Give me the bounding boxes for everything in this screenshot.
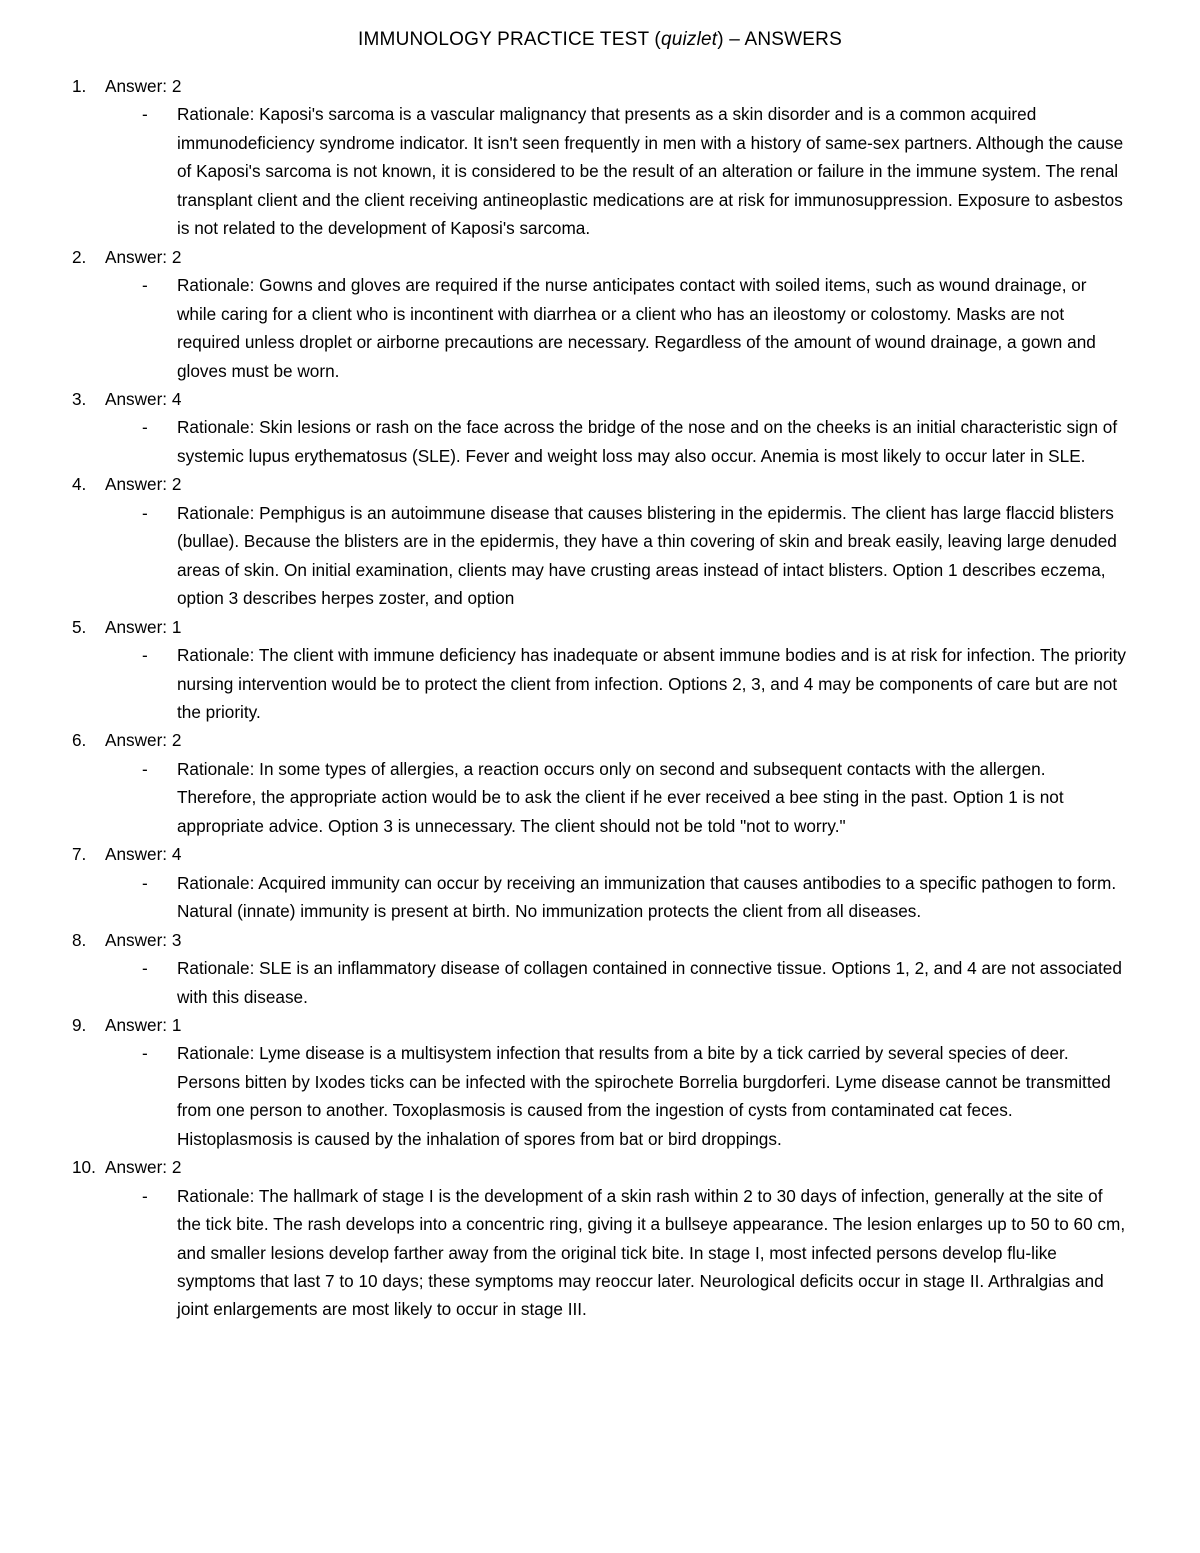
document-title: [0, 26, 1200, 54]
rationale-text: Rationale: The client with immune deficiency has inadequate or absent immune bodies and is at risk for infection. The priority nursing intervention would be to protect the client from infection. Options 2, 3, and 4 may be components of care but are not the priority.: [177, 645, 1126, 722]
item-number: 3.: [72, 388, 87, 409]
list-item: [72, 1153, 1132, 1324]
answer-text: Answer: 2: [105, 76, 182, 96]
answer-line: [72, 840, 1132, 868]
item-number: 8.: [72, 929, 87, 950]
rationale: [72, 869, 1132, 926]
rationale-text: Rationale: Acquired immunity can occur by receiving an immunization that causes antibodies to a specific pathogen to form. Natural (innate) immunity is present at birth. No immunization protects the client from all diseases.: [177, 872, 1117, 922]
answer-line: [72, 243, 1132, 271]
title-italic: quizlet: [660, 29, 718, 50]
bullet-dash: -: [142, 645, 148, 666]
title-prefix: IMMUNOLOGY PRACTICE TEST (: [358, 29, 661, 50]
rationale-text: Rationale: Kaposi's sarcoma is a vascular malignancy that presents as a skin disorder and is a common acquired immunodeficiency syndrome indicator. It isn't seen frequently in men with a history of same-sex partners. Although the cause of Kaposi's sarcoma is not known, it is considered to be the result of an alteration or failure in the immune system. The renal transplant client and the client receiving antineoplastic medications are at risk for immunosuppression. Exposure to asbestos is not related to the development of Kaposi's sarcoma.: [177, 104, 1124, 239]
item-number: 7.: [72, 844, 87, 865]
item-number: 4.: [72, 474, 87, 495]
answer-text: Answer: 2: [105, 246, 182, 267]
list-item: [72, 385, 1132, 470]
answer-text: Answer: 1: [105, 616, 182, 637]
item-number: 2.: [72, 246, 87, 267]
rationale: [72, 100, 1132, 242]
rationale-text: Rationale: Skin lesions or rash on the face across the bridge of the nose and on the cheeks is an initial characteristic sign of systemic lupus erythematosus (SLE). Fever and weight loss may also occur. Anemia is most likely to occur later in SLE.: [177, 417, 1118, 466]
answer-line: [72, 470, 1132, 498]
rationale: [72, 954, 1132, 1011]
bullet-dash: -: [142, 958, 148, 979]
answer-text: Answer: 2: [105, 730, 182, 751]
list-item: [72, 470, 1132, 612]
bullet-dash: -: [142, 275, 148, 296]
item-number: 9.: [72, 1014, 87, 1035]
list-item: [72, 840, 1132, 925]
answer-text: Answer: 4: [105, 844, 182, 865]
rationale: [72, 271, 1132, 385]
rationale: [72, 755, 1132, 840]
list-item: [72, 243, 1132, 385]
answer-line: [72, 926, 1132, 954]
list-item: [72, 613, 1132, 727]
rationale-text: Rationale: Lyme disease is a multisystem infection that results from a bite by a tick carried by several species of deer. Persons bitten by Ixodes ticks can be infected with the spirochete Borrelia burgdorferi. Lyme disease cannot be transmitted from one person to another. Toxoplasmosis is caused from the ingestion of cysts from contaminated cat feces. Histoplasmosis is caused by the inhalation of spores from bat or bird droppings.: [177, 1043, 1111, 1149]
rationale: [72, 499, 1132, 613]
title-suffix: ) – ANSWERS: [717, 29, 842, 50]
rationale: [72, 641, 1132, 726]
list-item: [72, 926, 1132, 1011]
rationale-text: Rationale: In some types of allergies, a reaction occurs only on second and subsequent contacts with the allergen. Therefore, the appropriate action would be to ask the client if he ever received a bee sting in the past. Option 1 is not appropriate advice. Option 3 is unnecessary. The client should not be told "not to worry.": [177, 758, 1064, 836]
bullet-dash: -: [142, 417, 148, 438]
answer-text: Answer: 4: [105, 388, 182, 409]
rationale-text: Rationale: SLE is an inflammatory disease of collagen contained in connective tissue. Options 1, 2, and 4 are not associated with this disease.: [177, 958, 1122, 1007]
rationale-text: Rationale: The hallmark of stage I is the development of a skin rash within 2 to 30 days of infection, generally at the site of the tick bite. The rash develops into a concentric ring, giving it a bullseye appearance. The lesion enlarges up to 50 to 60 cm, and smaller lesions develop farther away from the original tick bite. In stage I, most infected persons develop flu-like symptoms that last 7 to 10 days; these symptoms may reoccur later. Neurological deficits occur in stage II. Arthralgias and joint enlargements are most likely to occur in stage III.: [177, 1185, 1126, 1320]
item-number: 6.: [72, 730, 87, 751]
answer-line: [72, 385, 1132, 413]
list-item: [72, 726, 1132, 840]
item-number: 10.: [72, 1157, 96, 1178]
answer-text: Answer: 2: [105, 1157, 182, 1178]
answer-line: [72, 72, 1132, 100]
answer-text: Answer: 1: [105, 1014, 182, 1035]
answer-line: [72, 613, 1132, 641]
list-item: [72, 1011, 1132, 1153]
bullet-dash: -: [142, 104, 148, 125]
bullet-dash: -: [142, 758, 148, 779]
rationale: [72, 1182, 1132, 1324]
answer-text: Answer: 2: [105, 474, 182, 495]
bullet-dash: -: [142, 1043, 148, 1064]
rationale-text: Rationale: Pemphigus is an autoimmune disease that causes blistering in the epidermis. The client has large flaccid blisters (bullae). Because the blisters are in the epidermis, they have a thin covering of skin and break easily, leaving large denuded areas of skin. On initial examination, clients may have crusting areas instead of intact blisters. Option 1 describes eczema, option 3 describes herpes zoster, and option: [177, 502, 1117, 609]
answer-line: [72, 726, 1132, 754]
item-number: 5.: [72, 616, 87, 637]
answer-line: [72, 1011, 1132, 1039]
item-number: 1.: [72, 76, 87, 96]
answer-line: [72, 1153, 1132, 1181]
bullet-dash: -: [142, 502, 148, 523]
bullet-dash: -: [142, 872, 148, 893]
answer-text: Answer: 3: [105, 929, 182, 950]
rationale: [72, 413, 1132, 470]
list-item: [72, 72, 1132, 243]
rationale: [72, 1039, 1132, 1153]
bullet-dash: -: [142, 1185, 148, 1206]
answer-list: [72, 72, 1132, 1324]
rationale-text: Rationale: Gowns and gloves are required if the nurse anticipates contact with soiled items, such as wound drainage, or while caring for a client who is incontinent with diarrhea or a client who has an ileostomy or colostomy. Masks are not required unless droplet or airborne precautions are necessary. Regardless of the amount of wound drainage, a gown and gloves must be worn.: [177, 275, 1096, 381]
